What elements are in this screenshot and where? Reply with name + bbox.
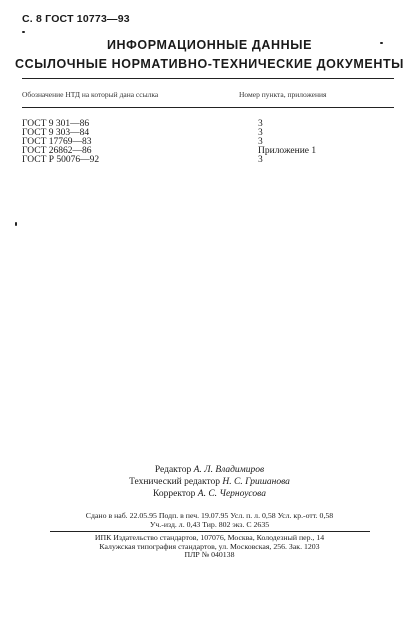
publisher-block [0,534,419,560]
tech-editor-role: Технический редактор [129,477,221,487]
reference-point: Приложение 1 [258,146,317,156]
scan-speck [15,222,17,226]
printer-line: Калужская типография стандартов, ул. Московская, 256. Зак. 1203 [99,541,320,551]
publisher-line: ИПК Издательство стандартов, 107076, Москва, Колодезный пер., 14 [94,533,325,542]
reference-point: 3 [258,119,263,129]
reference-document: ГОСТ 26862—86 [22,146,92,156]
corrector-role: Корректор [153,489,196,499]
decorative-dot [22,31,25,33]
column-header-document: Обозначение НТД на который дана ссылка [22,90,159,99]
page-header: С. 8 ГОСТ 10773—93 [22,13,130,25]
tech-editor-line [0,476,419,488]
reference-table [22,120,394,165]
reference-document: ГОСТ 9 303—84 [22,128,90,138]
credits-block [0,464,419,500]
column-header-point: Номер пункта, приложения [239,90,327,99]
editor-name: А. Л. Владимиров [193,465,265,475]
table-row [22,156,394,165]
print-details [0,512,419,529]
reference-point: 3 [258,155,263,165]
reference-document: ГОСТ Р 50076—92 [22,155,100,165]
print-details-line: Сдано в наб. 22.05.95 Подп. в печ. 19.07.95 Усл. п. л. 0,58 Усл. кр.-отт. 0,58 [85,511,334,520]
section-title: ИНФОРМАЦИОННЫЕ ДАННЫЕ [106,38,313,52]
imprint-rule [50,531,370,532]
corrector-name: А. С. Черноусова [197,489,266,499]
print-details-line: Уч.-изд. л. 0,43 Тир. 802 экз. С 2635 [149,519,270,529]
table-top-rule [22,78,394,79]
table-header-rule [22,107,394,108]
reference-document: ГОСТ 17769—83 [22,137,92,147]
corrector-line [0,488,419,500]
editor-line [0,464,419,476]
reference-point: 3 [258,137,263,147]
reference-point: 3 [258,128,263,138]
tech-editor-name: Н. С. Гришанова [222,477,290,487]
section-subtitle: ССЫЛОЧНЫЕ НОРМАТИВНО-ТЕХНИЧЕСКИЕ ДОКУМЕНТЫ [14,57,405,71]
license-line: ПЛР № 040138 [184,550,235,559]
reference-document: ГОСТ 9 301—86 [22,119,90,129]
editor-role: Редактор [154,465,192,475]
